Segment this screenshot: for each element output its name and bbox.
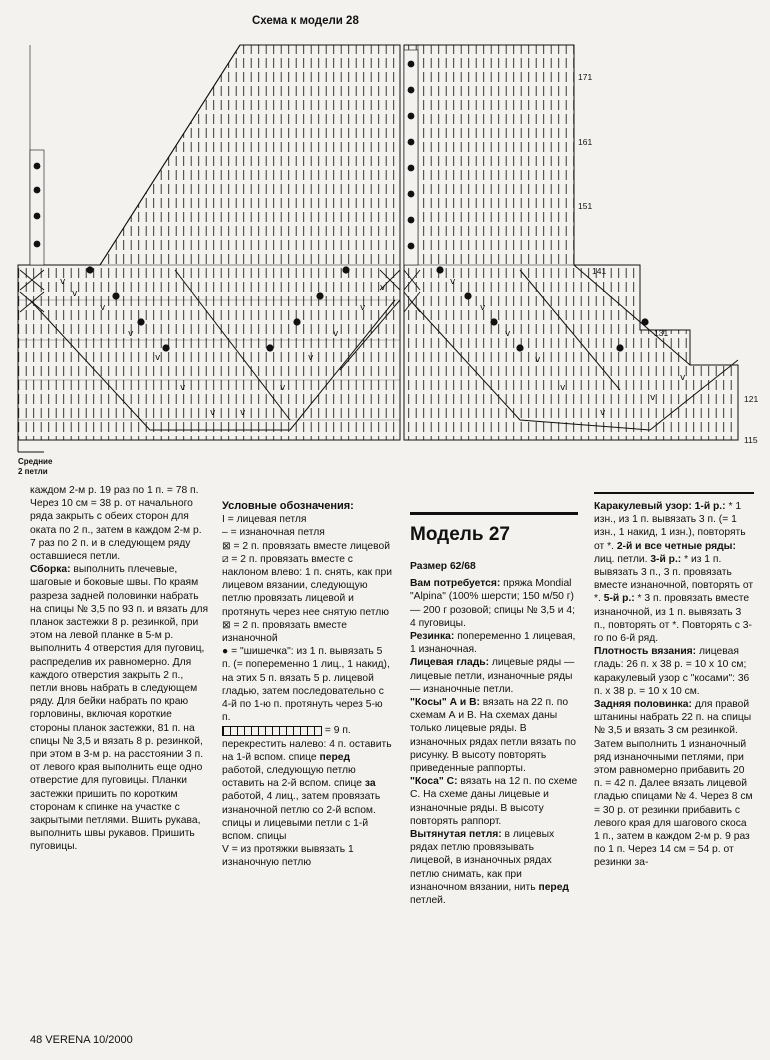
karakul-paragraph: Каракулевый узор: 1-й р.: * 1 изн., из 1 п. вывязать 3 п. (= 1 изн., 1 накид, 1 изн.), повторять от *. 2-й и все четные ряды: лиц. петли. 3-й р.: * из 1 п. вывязать 3 п., 3 п. провязать вместе изнаночной, повторять от *. 5-й р.: * 3 п. провязать вместе изнаночной, из 1 п. вывязать 3 п., повторять от *. Повторять с 3-го по 6-й ряд.: [594, 501, 754, 645]
rib-paragraph: Резинка: попеременно 1 лицевая, 1 изнаночная.: [410, 631, 576, 656]
chart-title: Схема к модели 28: [252, 15, 359, 27]
kosy-paragraph: "Косы" А и В: вязать на 22 п. по схемам А и В. На схемах даны только лицевые ряды. В изнаночных рядах петли вязать по рисунку. В высоту повторять приведенные раппорты.: [410, 697, 576, 775]
column-2-legend: [222, 500, 392, 870]
legend-item-7-value: = 9 п.: [322, 725, 351, 737]
back-paragraph: Задняя половинка: для правой штанины набрать 22 п. на спицы № 3,5 и вязать 3 см резинкой. Затем выполнить 1 изнаночный ряд изнаночными петлями, при этом равномерно прибавить 20 п. = 42 п. Далее вязать лицевой гладью спицами № 4. Через 8 см = 30 р. от резинки прибавить с левого края для шагового скоса 1 п., затем в каждом 2-м р. 9 раз по 1 п. Через 14 см = 54 р. от резинки за-: [594, 699, 753, 869]
row-label-161: 161: [578, 137, 593, 147]
legend-item-3: ⊠ = 2 п. провязать вместе лицевой: [222, 540, 390, 552]
svg-text:v: v: [155, 353, 161, 363]
center-label-line2: 2 петли: [18, 467, 48, 476]
svg-text:v: v: [600, 408, 606, 418]
row-label-171: 171: [578, 72, 593, 82]
row-label-141: 141: [592, 266, 607, 276]
legend-item-8: V = из протяжки вывязать 1 изнаночную петлю: [222, 844, 354, 869]
model-title: Модель 27: [410, 524, 510, 545]
need-paragraph: Вам потребуется: пряжа Mondial "Alpina" (100% шерсти; 150 м/50 г) — 200 г розовой; спицы № 3,5 и 4; 4 пуговицы.: [410, 578, 575, 629]
svg-text:v: v: [680, 373, 686, 383]
row-label-121: 121: [744, 394, 759, 404]
legend-item-7-desc: перекрестить налево: 4 п. оставить на 1-й вспом. спице перед работой, следующую петлю оставить на 2-й вспом. спице за работой, 4 лиц., затем провязать изнаночной петлю со 2-й вспом. спицы и лицевыми петли с 1-й вспом. спицы: [222, 738, 392, 843]
legend-item-1: I = лицевая петля: [222, 514, 307, 526]
chart-right-grid: [404, 45, 738, 440]
svg-text:v: v: [505, 329, 511, 339]
svg-text:v: v: [360, 303, 366, 313]
column-3: [410, 560, 578, 907]
svg-text:v: v: [308, 353, 314, 363]
density-paragraph: Плотность вязания: лицевая гладь: 26 п. х 38 р. = 10 х 10 см; каракулевый узор с "косами": 36 п. х 38 р. = 10 х 10 см.: [594, 646, 750, 697]
model-rule: [410, 512, 578, 515]
svg-text:v: v: [380, 283, 386, 293]
kosa-paragraph: "Коса" С: вязать на 12 п. по схеме С. На схеме даны лицевые и изнаночные ряды. В высоту повторять раппорт.: [410, 776, 578, 827]
legend-item-5: ⊠ = 2 п. провязать вместе изнаночной: [222, 619, 348, 645]
col4-rule: [594, 492, 754, 494]
svg-text:v: v: [72, 289, 78, 299]
row-label-151: 151: [578, 201, 593, 211]
svg-text:v: v: [240, 408, 246, 418]
col1-paragraph: каждом 2-м р. 19 раз по 1 п. = 78 п. Через 10 см = 38 р. от начального ряда закрыть с обеих сторон для оката по 2 п., затем в каждом 2-м р. 7 раз по 2 п. и в следующем ряду оставшиеся петли.: [30, 485, 202, 563]
svg-text:v: v: [650, 393, 656, 403]
legend-title: Условные обозначения:: [222, 500, 354, 512]
svg-text:v: v: [333, 329, 339, 339]
size: Размер 62/68: [410, 561, 476, 572]
legend-item-6: ● = "шишечка": из 1 п. вывязать 5 п. (= попеременно 1 лиц., 1 накид), на этих 5 п. вязать 5 р. лицевой гладью, затем последовательно с 4-й по 1-ю п. протянуть через 5-ю п.: [222, 646, 390, 724]
cable-symbol-icon: [222, 726, 322, 736]
legend-item-4: ⧄ = 2 п. провязать вместе с наклоном влево: 1 п. снять, как при лицевом вязании, следующую петлю провязать лицевой и протянуть через нее снятую петлю: [222, 553, 392, 618]
svg-text:v: v: [480, 303, 486, 313]
svg-text:v: v: [180, 383, 186, 393]
row-label-115: 115: [744, 435, 758, 445]
page-footer: 48 VERENA 10/2000: [30, 1034, 133, 1046]
center-marker: [18, 440, 44, 452]
knitting-chart: [0, 0, 770, 476]
svg-text:v: v: [535, 355, 541, 365]
legend-item-7: [222, 724, 392, 737]
assembly-text: выполнить плечевые, шаговые и боковые швы. По краям разреза задней половинки набрать на спицы № 3,5 по 93 п. и вязать для планок застежки 8 р. резинкой, при этом на левой планке в 5-м р. выполнить 4 отверстия для пуговиц, распределив их равномерно. Для каждого отверстия закрыть 2 п., петли вновь набрать в следующем ряду. Для бейки набрать по краю горловины, включая короткие стороны планок застежки, 81 п. на спицы № 3,5 и вязать 8 р. резинкой, при этом в 3-м р. на расстоянии 3 п. от левого края выполнить еще одно отверстие для пуговицы. Планки застежки пришить по коротким сторонам к спинке на участке с закрытыми петлями. Вшить рукава, выполнить швы рукавов. Пришить пуговицы.: [30, 564, 209, 853]
assembly-label: Сборка:: [30, 564, 71, 576]
loop-paragraph: Вытянутая петля: в лицевых рядах петлю провязывать лицевой, в изнаночных рядах петлю снимать, как при изнаночном вязании, нить перед петлей.: [410, 829, 569, 907]
row-label-131: 131: [654, 328, 669, 338]
svg-text:v: v: [60, 277, 66, 287]
svg-text:v: v: [450, 277, 456, 287]
svg-text:v: v: [100, 303, 106, 313]
column-4: [594, 500, 754, 870]
svg-text:v: v: [560, 383, 566, 393]
center-label-line1: Средние: [18, 457, 53, 466]
svg-text:v: v: [210, 408, 216, 418]
svg-text:v: v: [128, 329, 134, 339]
face-paragraph: Лицевая гладь: лицевые ряды — лицевые петли, изнаночные ряды — изнаночные петли.: [410, 657, 575, 695]
legend-item-2: – = изнаночная петля: [222, 527, 325, 539]
assembly-paragraph: [30, 563, 210, 853]
svg-text:v: v: [280, 383, 286, 393]
chart-left-grid: [18, 45, 400, 440]
column-1: [30, 484, 210, 854]
